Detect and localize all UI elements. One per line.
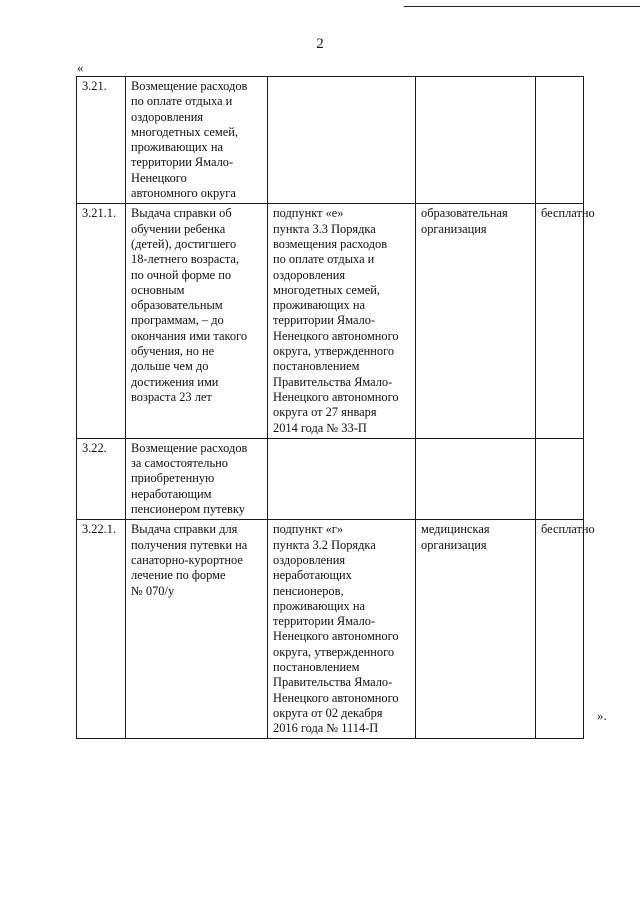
- table-row: [77, 438, 584, 519]
- table-row: [77, 520, 584, 739]
- legal-basis: подпункт «е» пункта 3.3 Порядка возмещения расходов по оплате отдыха и оздоровления многодетных семей, проживающих на территории Ямало- Ненецкого автономного округа, утвержденного постановлением Правительства Ямало- Ненецкого автономного округа от 27 января 2014 года № 33-П: [268, 204, 416, 438]
- legal-basis: [268, 438, 416, 519]
- service-name: Возмещение расходов за самостоятельно приобретенную неработающим пенсионером путевку: [126, 438, 268, 519]
- legal-basis: подпункт «г» пункта 3.2 Порядка оздоровления неработающих пенсионеров, проживающих на территории Ямало- Ненецкого автономного округа, утвержденного постановлением Правительства Ямало- Ненецкого автономного округа от 02 декабря 2016 года № 1114-П: [268, 520, 416, 739]
- issuing-organization: [416, 77, 536, 204]
- cost: бесплатно: [536, 204, 584, 438]
- services-table: [76, 76, 595, 739]
- issuing-organization: медицинская организация: [416, 520, 536, 739]
- issuing-organization: [416, 438, 536, 519]
- table-row: [77, 204, 584, 438]
- cost: бесплатно: [536, 520, 584, 739]
- cost: [536, 438, 584, 519]
- table-row: [77, 77, 584, 204]
- service-name: Выдача справки об обучении ребенка (детей), достигшего 18-летнего возраста, по очной форме по основным образовательным программам, – до окончания ими такого обучения, но не дольше чем до достижения ими возраста 23 лет: [126, 204, 268, 438]
- legal-basis: [268, 77, 416, 204]
- service-name: Возмещение расходов по оплате отдыха и оздоровления многодетных семей, проживающих на территории Ямало- Ненецкого автономного округа: [126, 77, 268, 204]
- item-number: 3.21.1.: [77, 204, 126, 438]
- cost: [536, 77, 584, 204]
- item-number: 3.21.: [77, 77, 126, 204]
- item-number: 3.22.1.: [77, 520, 126, 739]
- closing-quote: ».: [597, 708, 607, 723]
- item-number: 3.22.: [77, 438, 126, 519]
- opening-quote: «: [77, 60, 84, 75]
- issuing-organization: образовательная организация: [416, 204, 536, 438]
- page-number: 2: [316, 36, 324, 52]
- service-name: Выдача справки для получения путевки на санаторно-курортное лечение по форме № 070/у: [126, 520, 268, 739]
- header-rule: [404, 6, 640, 7]
